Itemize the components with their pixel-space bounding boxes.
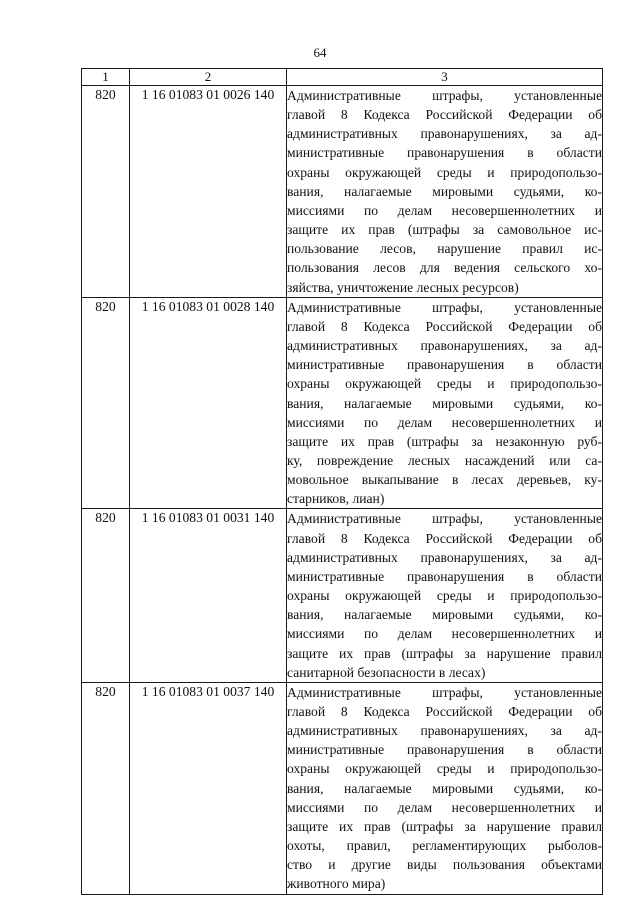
description-line: министративные правонарушения в области [287, 357, 602, 373]
description-line: санитарной безопасности в лесах) [287, 664, 486, 680]
description-line: зяйства, уничтожение лесных ресурсов) [287, 279, 519, 295]
description-line: административных правонарушениях, за ад- [287, 723, 602, 739]
description-line: Административные штрафы, установленные [287, 88, 602, 103]
description-line: Административные штрафы, установленные [287, 511, 602, 527]
description-line: ство и другие виды пользования объектами [287, 857, 602, 873]
description-line: пользование лесов, нарушение правил ис- [287, 241, 602, 257]
header-col-3: 3 [287, 69, 603, 86]
admin-code-cell: 820 [82, 509, 130, 682]
budget-code-cell: 1 16 01083 01 0026 140 [130, 86, 287, 298]
admin-code-cell: 820 [82, 682, 130, 894]
header-col-2: 2 [130, 69, 287, 86]
description-line: административных правонарушениях, за ад- [287, 126, 602, 142]
description-line: защите их прав (штрафы за незаконную руб- [287, 433, 602, 449]
description-cell [287, 509, 603, 682]
description-line: защите их прав (штрафы за нарушение правил [287, 818, 602, 834]
description-line: охоты, правил, регламентирующих рыболов- [287, 838, 602, 854]
description-line: охраны окружающей среды и природопользо- [287, 588, 602, 604]
table-row [82, 509, 603, 682]
description-line: главой 8 Кодекса Российской Федерации об [287, 704, 602, 719]
description-line: защите их прав (штрафы за нарушение правил [287, 645, 602, 661]
budget-code-cell: 1 16 01083 01 0028 140 [130, 297, 287, 509]
description-cell [287, 682, 603, 894]
table-row [82, 297, 603, 509]
description-line: главой 8 Кодекса Российской Федерации об [287, 107, 602, 123]
description-line: вания, налагаемые мировыми судьями, ко- [287, 395, 602, 411]
description-line: министративные правонарушения в области [287, 742, 602, 758]
description-cell [287, 86, 603, 298]
budget-code-cell: 1 16 01083 01 0037 140 [130, 682, 287, 894]
page-number: 64 [313, 45, 327, 60]
description-line: охраны окружающей среды и природопользо- [287, 164, 602, 180]
table-row [82, 86, 603, 298]
description-line: вания, налагаемые мировыми судьями, ко- [287, 607, 602, 623]
description-line: миссиями по делам несовершеннолетних и [287, 202, 602, 218]
description-line: животного мира) [287, 876, 386, 892]
description-line: старников, лиан) [287, 491, 385, 507]
description-line: министративные правонарушения в области [287, 145, 602, 161]
description-line: миссиями по делам несовершеннолетних и [287, 799, 602, 815]
description-line: вания, налагаемые мировыми судьями, ко- [287, 780, 602, 796]
admin-code-cell: 820 [82, 86, 130, 298]
table-header-row [82, 69, 603, 86]
description-line: административных правонарушениях, за ад- [287, 338, 602, 354]
table-row [82, 682, 603, 894]
budget-codes-table [81, 68, 603, 895]
description-line: вания, налагаемые мировыми судьями, ко- [287, 183, 602, 199]
budget-code-cell: 1 16 01083 01 0031 140 [130, 509, 287, 682]
description-line: охраны окружающей среды и природопользо- [287, 761, 602, 777]
admin-code-cell: 820 [82, 297, 130, 509]
description-line: охраны окружающей среды и природопользо- [287, 376, 602, 392]
description-line: миссиями по делам несовершеннолетних и [287, 414, 602, 430]
description-line: главой 8 Кодекса Российской Федерации об [287, 530, 602, 546]
description-line: Административные штрафы, установленные [287, 684, 602, 700]
description-line: защите их прав (штрафы за самовольное ис- [287, 222, 602, 238]
header-col-1: 1 [82, 69, 130, 86]
description-line: министративные правонарушения в области [287, 568, 602, 584]
description-cell [287, 297, 603, 509]
description-line: главой 8 Кодекса Российской Федерации об [287, 318, 602, 334]
description-line: пользования лесов для ведения сельского хо- [287, 260, 602, 276]
description-line: административных правонарушениях, за ад- [287, 549, 602, 565]
description-line: мовольное выкапывание в лесах деревьев, ку- [287, 472, 602, 488]
description-line: миссиями по делам несовершеннолетних и [287, 626, 602, 642]
description-line: ку, повреждение лесных насаждений или са- [287, 452, 602, 468]
description-line: Административные штрафы, установленные [287, 299, 602, 315]
